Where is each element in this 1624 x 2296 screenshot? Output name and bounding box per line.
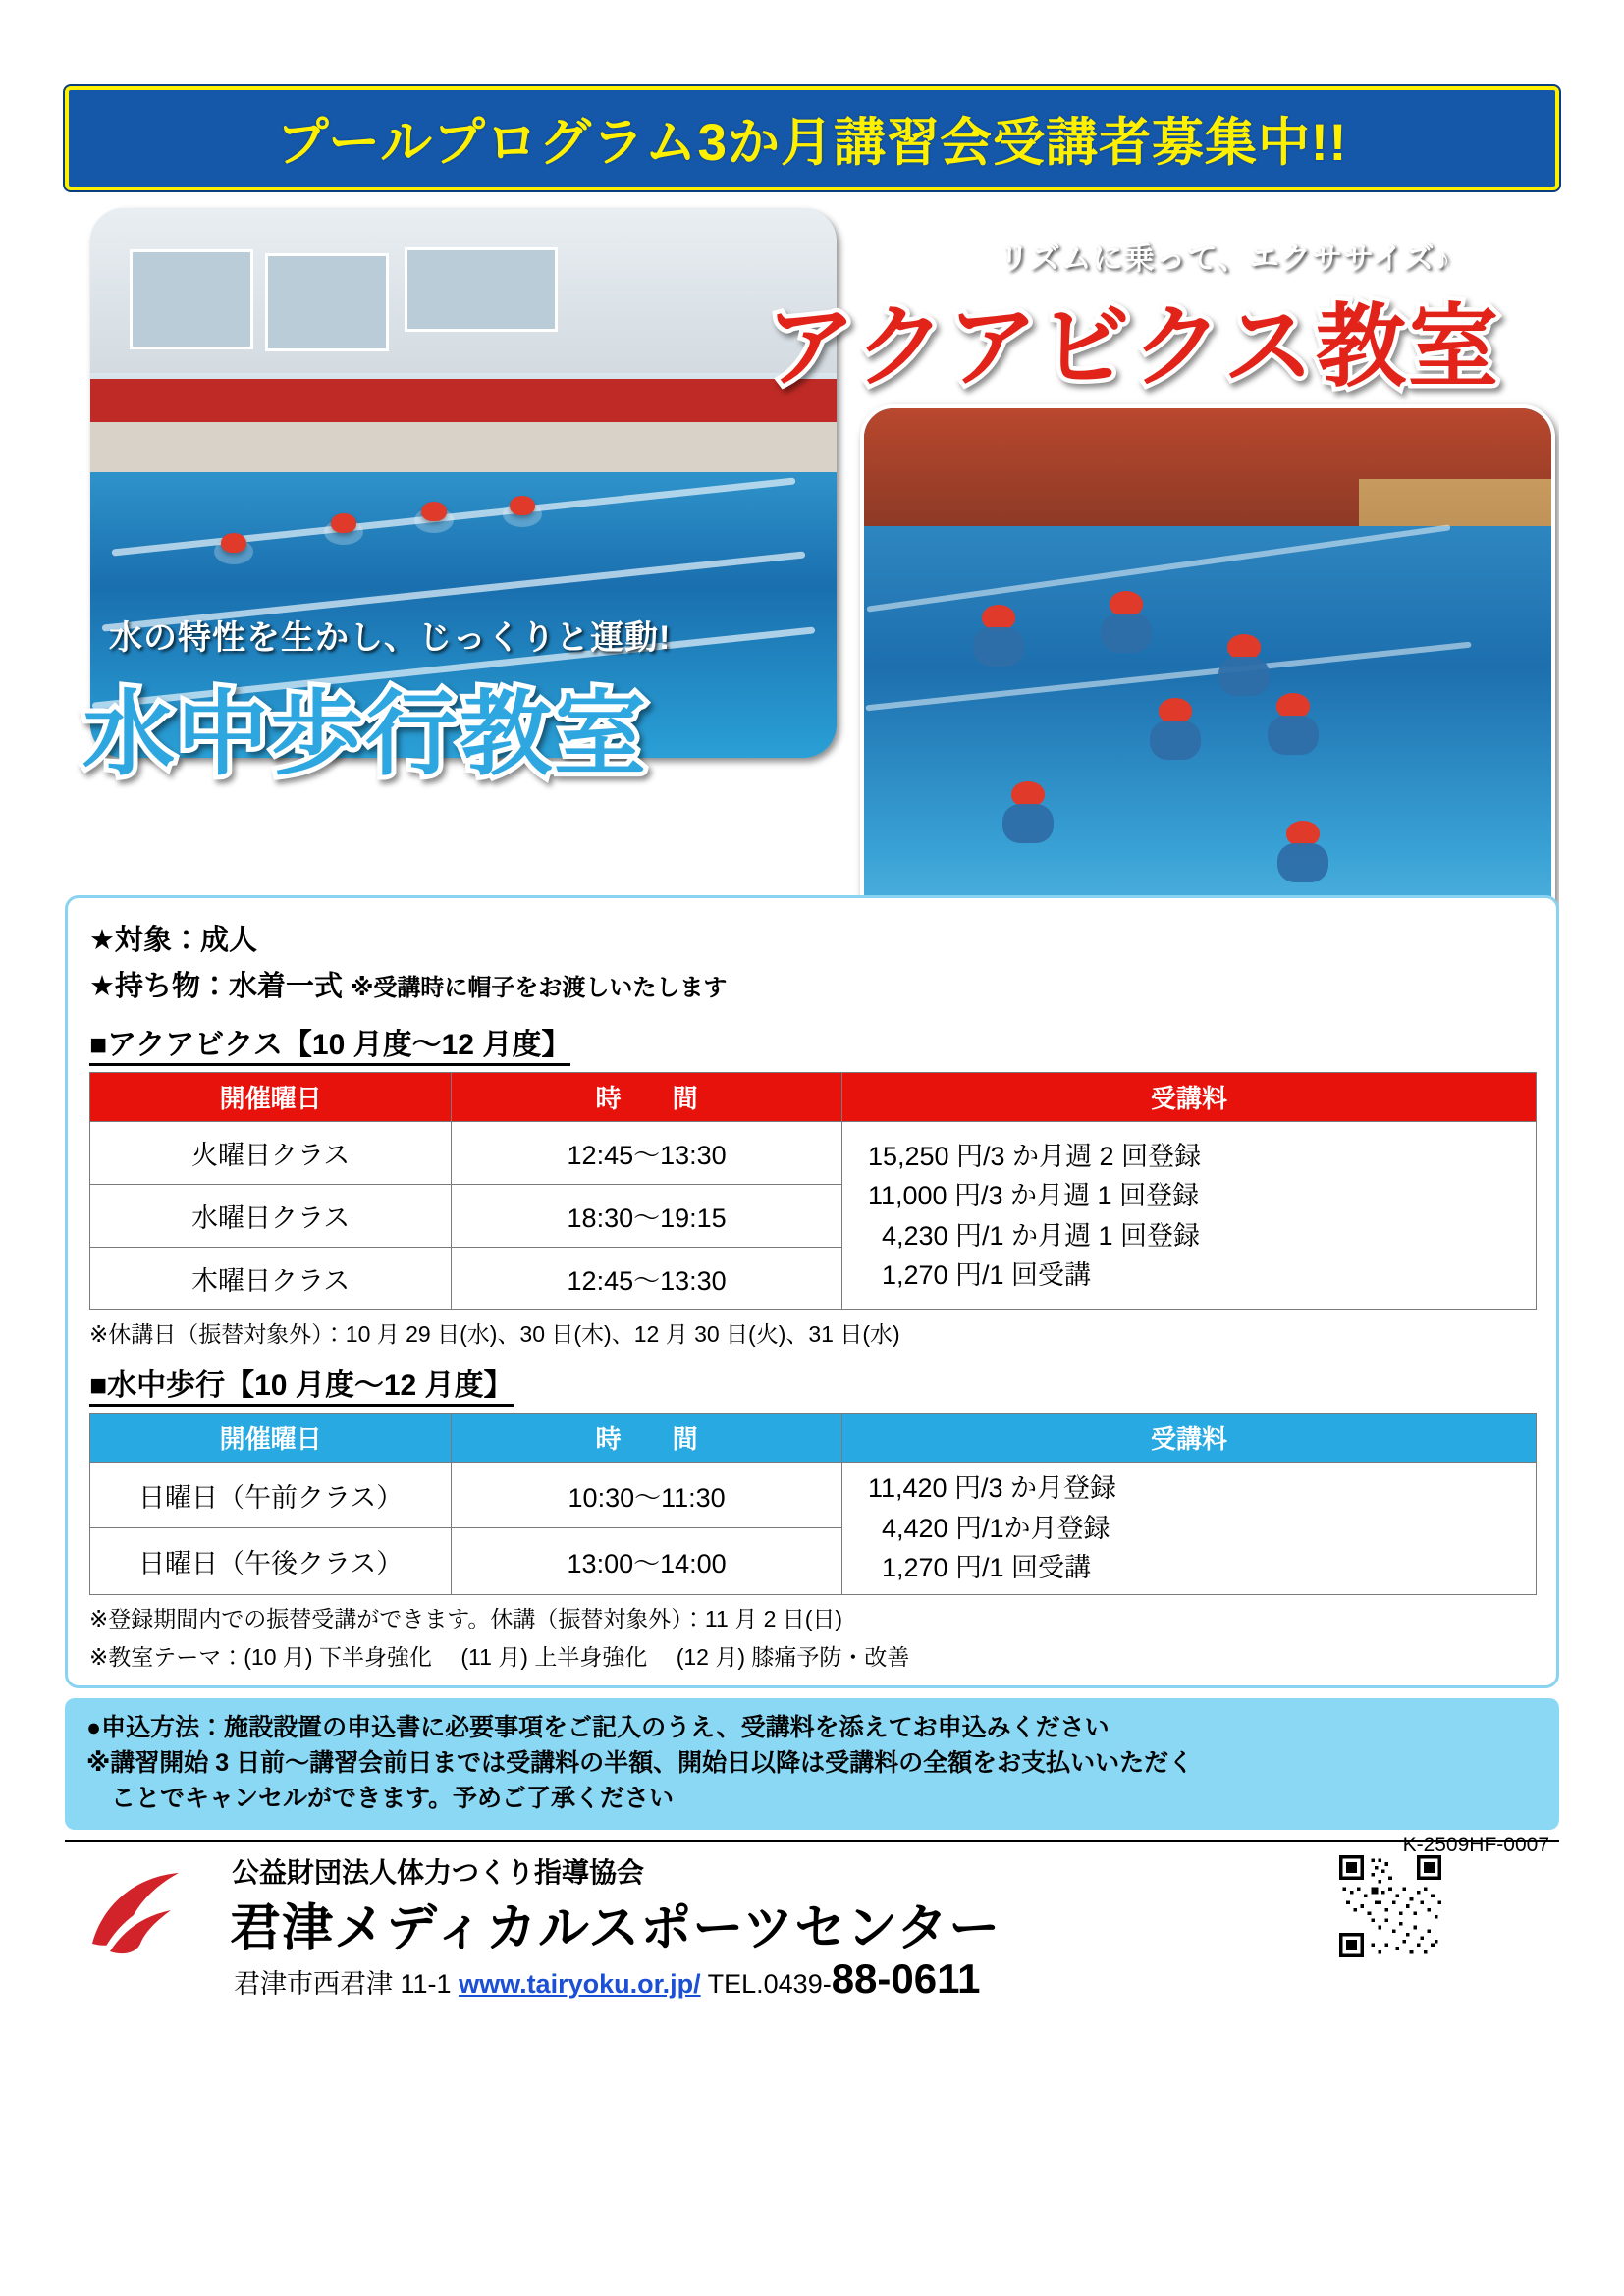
qr-code-icon[interactable]	[1339, 1855, 1441, 1957]
organization-logo-icon	[84, 1867, 202, 1961]
cell-day: 水曜日クラス	[90, 1185, 452, 1248]
swimmer-cap	[510, 496, 535, 515]
cancel-policy-line-2: ことでキャンセルができます。予めご了承ください	[86, 1785, 675, 1812]
cell-day: 火曜日クラス	[90, 1122, 452, 1185]
walking-note-2: ※教室テーマ：(10 月) 下半身強化 (11 月) 上半身強化 (12 月) 膝痛予防・改善	[89, 1643, 910, 1670]
banner-title: プールプログラム3か月講習会受講者募集中!!	[276, 114, 1348, 172]
cancel-policy-line-1: ※講習開始 3 日前～講習会前日までは受講料の半額、開始日以降は受講料の全額をお支払いいただく	[86, 1748, 1194, 1777]
lane-rope	[867, 524, 1451, 612]
tel-number: 88-0611	[831, 1955, 981, 2002]
info-panel	[65, 895, 1559, 1688]
footer-divider	[65, 1840, 1559, 1842]
aqua-subtitle: リズムに乗って、エクササイズ♪	[999, 241, 1451, 276]
aqua-section-title: ■アクアビクス【10 月度～12 月度】	[89, 1020, 570, 1066]
participant	[1110, 591, 1152, 653]
apply-method-line: ●申込方法：施設設置の申込書に必要事項をご記入のうえ、受講料を添えてお申込みください	[86, 1713, 1110, 1741]
swimmer-cap	[221, 533, 246, 553]
window-pane	[265, 253, 389, 351]
document-code: K-2509HF-0007	[1402, 1834, 1549, 1857]
swimmer-cap	[331, 513, 356, 533]
aqua-title: アクアビクス教室	[765, 297, 1500, 398]
cell-time: 12:45～13:30	[452, 1248, 842, 1310]
fee-line: 11,420 円/3 か月登録	[867, 1473, 1117, 1503]
cell-time: 13:00～14:00	[452, 1528, 842, 1594]
participant	[1276, 693, 1319, 755]
fee-line: 1,270 円/1 回受講	[881, 1553, 1092, 1582]
cell-day: 日曜日（午前クラス）	[90, 1463, 452, 1528]
col-fee: 受講料	[841, 1073, 1536, 1122]
walking-fee-cell	[841, 1463, 1536, 1595]
bring-note: ※受講時に帽子をお渡しいたします	[351, 975, 728, 1001]
header-banner	[65, 86, 1559, 190]
cell-time: 18:30～19:15	[452, 1185, 842, 1248]
participant	[1286, 821, 1328, 882]
col-time: 時 間	[452, 1073, 842, 1122]
fee-line: 15,250 円/3 か月週 2 回登録	[867, 1141, 1202, 1171]
walking-note-1: ※登録期間内での振替受講ができます。休講（振替対象外）：11 月 2 日(日)	[89, 1605, 843, 1631]
col-day: 開催曜日	[90, 1414, 452, 1463]
participant	[1227, 634, 1270, 696]
table-row	[90, 1122, 1537, 1185]
red-wall-band	[90, 379, 837, 423]
col-time: 時 間	[452, 1414, 842, 1463]
organization-name: 公益財団法人体力つくり指導協会	[232, 1857, 645, 1889]
website-link[interactable]: www.tairyoku.or.jp/	[459, 1969, 701, 2000]
bring-label: ★持ち物：水着一式	[89, 971, 343, 1002]
address-text: 君津市西君津 11-1	[234, 1969, 452, 2000]
contact-row	[234, 1955, 981, 2002]
aqua-schedule-table	[89, 1072, 1537, 1310]
walking-subtitle: 水の特性を生かし、じっくりと運動!	[109, 619, 672, 657]
aqua-note: ※休講日（振替対象外）：10 月 29 日(水)、30 日(木)、12 月 30 日(火)、31 日(水)	[89, 1321, 900, 1347]
table-header-row	[90, 1414, 1537, 1463]
footer	[65, 1834, 1559, 2036]
center-name: 君津メディカルスポーツセンター	[230, 1900, 1001, 1958]
fee-line: 1,270 円/1 回受講	[881, 1260, 1092, 1290]
walking-title: 水中歩行教室	[82, 682, 649, 785]
col-fee: 受講料	[841, 1414, 1536, 1463]
cell-day: 木曜日クラス	[90, 1248, 452, 1310]
fee-line: 4,420 円/1か月登録	[881, 1513, 1110, 1543]
walking-section-title: ■水中歩行【10 月度～12 月度】	[89, 1361, 514, 1407]
tel-label: TEL.0439-	[707, 1969, 832, 2000]
target-line: ★対象：成人	[89, 925, 257, 956]
col-day: 開催曜日	[90, 1073, 452, 1122]
cell-time: 12:45～13:30	[452, 1122, 842, 1185]
table-header-row	[90, 1073, 1537, 1122]
bring-line	[89, 964, 1537, 1004]
fee-line: 4,230 円/1 か月週 1 回登録	[881, 1220, 1201, 1251]
participant	[1011, 781, 1054, 843]
application-box	[65, 1698, 1559, 1831]
lane-rope	[112, 477, 796, 556]
cell-day: 日曜日（午後クラス）	[90, 1528, 452, 1594]
walking-schedule-table	[89, 1413, 1537, 1595]
pool-deck	[90, 422, 837, 471]
cell-time: 10:30～11:30	[452, 1463, 842, 1528]
participant	[1159, 698, 1201, 760]
swimmer-cap	[421, 502, 447, 521]
aqua-fee-cell	[841, 1122, 1536, 1310]
participant	[982, 605, 1024, 667]
fee-line: 11,000 円/3 か月週 1 回登録	[867, 1181, 1200, 1210]
table-row	[90, 1463, 1537, 1528]
window-pane	[405, 247, 558, 332]
window-pane	[130, 249, 253, 349]
